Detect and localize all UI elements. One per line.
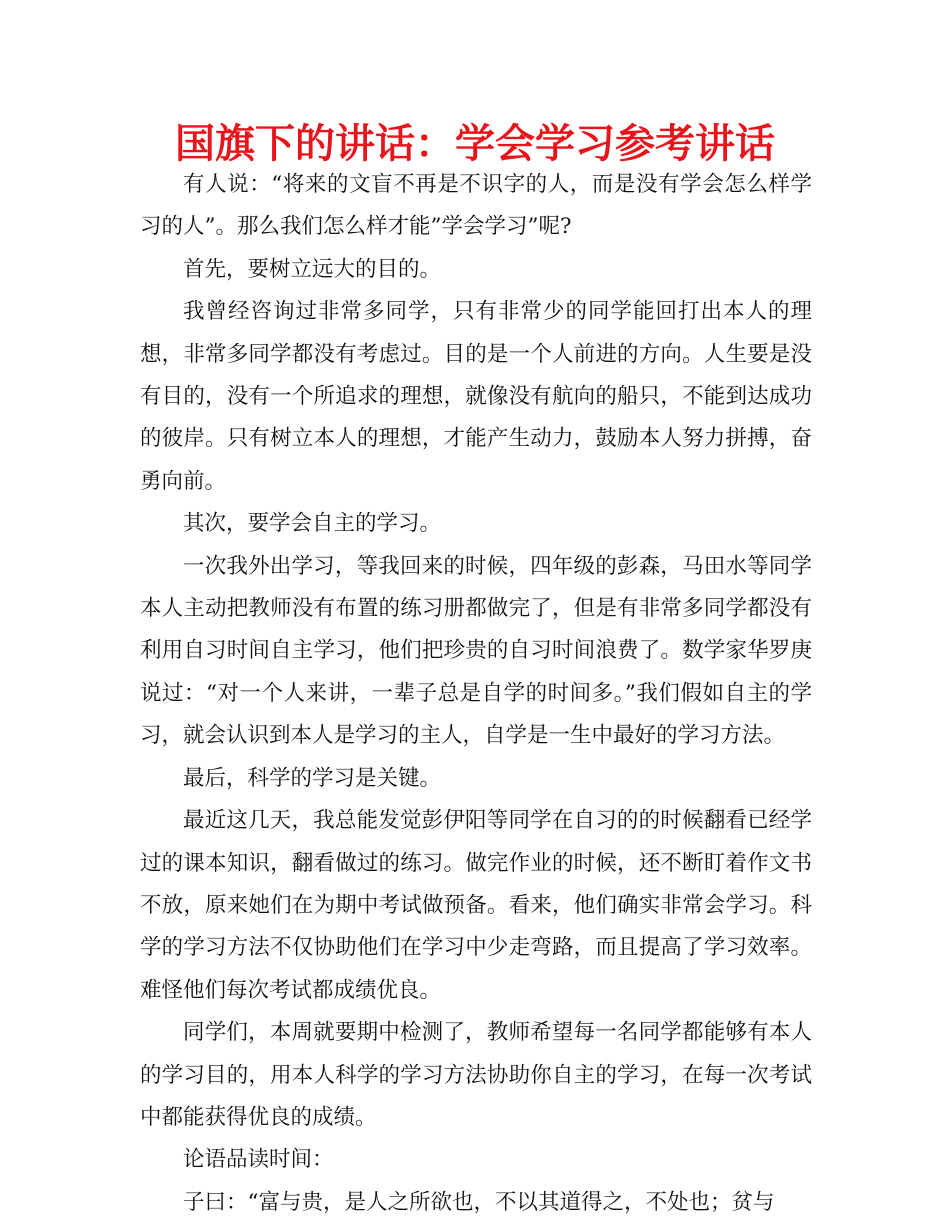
- paragraph-second-point: 其次，要学会自主的学习。: [183, 511, 442, 537]
- paragraph-closing: 同学们，本周就要期中检测了，教师希望每一名同学都能够有本人的学习目的，用本人科学的学习方法协助你自主的学习，在每一次考试中都能获得优良的成绩。: [140, 1020, 812, 1130]
- paragraph-scientific-study: 最近这几天，我总能发觉彭伊阳等同学在自习的的时候翻看已经学过的课本知识，翻看做过的练习。做完作业的时候，还不断盯着作文书不放，原来她们在为期中考试做预备。看来，他们确实非常会学习。科学的学习方法不仅协助他们在学习中少走弯路，而且提高了学习效率。难怪他们每次考试都成绩优良。: [140, 808, 812, 1003]
- document-title: 国旗下的讲话：学会学习参考讲话: [175, 121, 775, 167]
- paragraph-goals: 我曾经咨询过非常多同学，只有非常少的同学能回打出本人的理想，非常多同学都没有考虑过。目的是一个人前进的方向。人生要是没有目的，没有一个所追求的理想，就像没有航向的船只，不能到达成功的彼岸。只有树立本人的理想，才能产生动力，鼓励本人努力拼搏，奋勇向前。: [140, 299, 812, 494]
- paragraph-first-point: 首先，要树立远大的目的。: [183, 256, 442, 282]
- paragraph-intro-quote: 有人说：“将来的文盲不再是不识字的人，而是没有学会怎么样学习的人”。那么我们怎么样才能”学会学习”呢?: [140, 172, 812, 240]
- paragraph-self-study: 一次我外出学习，等我回来的时候，四年级的彭森，马田水等同学本人主动把教师没有布置的练习册都做完了，但是有非常多同学都没有利用自习时间自主学习，他们把珍贵的自习时间浪费了。数学家华罗庚说过：“对一个人来讲，一辈子总是自学的时间多。”我们假如自主的学习，就会认识到本人是学习的主人，自学是一生中最好的学习方法。: [140, 553, 812, 749]
- document-body: [140, 164, 812, 1224]
- paragraph-analects-heading: 论语品读时间：: [183, 1147, 334, 1173]
- paragraph-analects-quote: 子曰：“富与贵，是人之所欲也，不以其道得之，不处也；贫与: [183, 1189, 775, 1215]
- paragraph-third-point: 最后，科学的学习是关键。: [183, 765, 442, 791]
